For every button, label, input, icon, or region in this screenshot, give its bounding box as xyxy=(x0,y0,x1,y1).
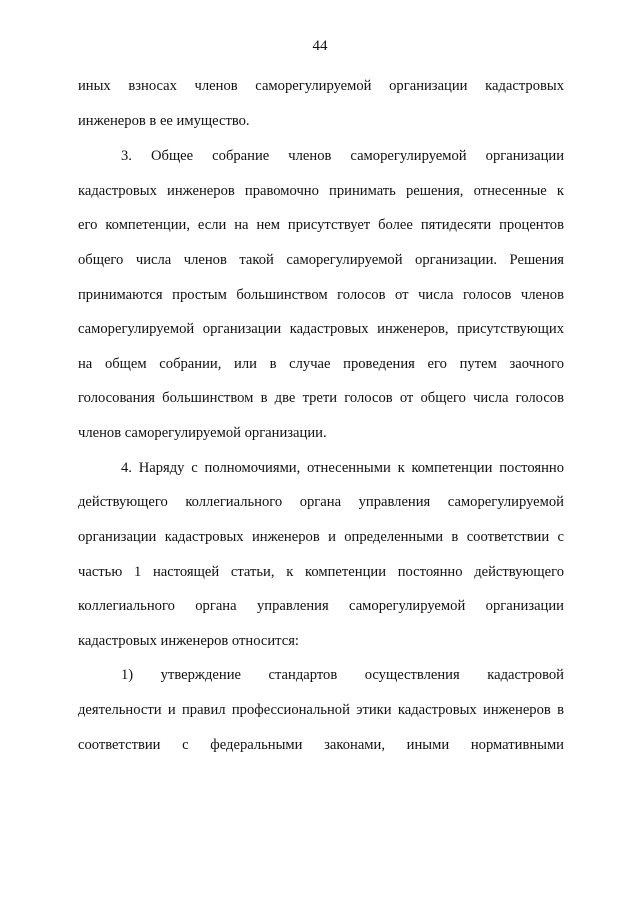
text-line: частью 1 настоящей статьи, к компетенции постоянно действующего xyxy=(78,564,564,580)
page-number: 44 xyxy=(312,38,328,54)
text-line: 1) утверждение стандартов осуществления кадастровой xyxy=(121,667,564,683)
text-line: соответствии с федеральными законами, иными нормативными xyxy=(78,737,564,753)
text-line: коллегиального органа управления саморегулируемой организации xyxy=(78,598,564,614)
text-line: иных взносах членов саморегулируемой организации кадастровых xyxy=(78,78,564,94)
text-line: организации кадастровых инженеров и определенными в соответствии с xyxy=(78,529,564,545)
text-line: кадастровых инженеров относится: xyxy=(78,633,299,649)
text-line: его компетенции, если на нем присутствует более пятидесяти процентов xyxy=(78,217,564,233)
text-line: действующего коллегиального органа управления саморегулируемой xyxy=(78,494,564,510)
text-line: 4. Наряду с полномочиями, отнесенными к компетенции постоянно xyxy=(121,460,564,476)
text-line: кадастровых инженеров правомочно принимать решения, отнесенные к xyxy=(78,183,564,199)
text-line: 3. Общее собрание членов саморегулируемой организации xyxy=(121,148,564,164)
text-line: голосования большинством в две трети голосов от общего числа голосов xyxy=(78,390,564,406)
text-line: членов саморегулируемой организации. xyxy=(78,425,327,441)
text-line: принимаются простым большинством голосов от числа голосов членов xyxy=(78,287,564,303)
text-line: деятельности и правил профессиональной этики кадастровых инженеров в xyxy=(78,702,564,718)
text-line: на общем собрании, или в случае проведения его путем заочного xyxy=(78,356,564,372)
text-line: общего числа членов такой саморегулируемой организации. Решения xyxy=(78,252,564,268)
text-line: инженеров в ее имущество. xyxy=(78,113,250,129)
text-line: саморегулируемой организации кадастровых инженеров, присутствующих xyxy=(78,321,564,337)
